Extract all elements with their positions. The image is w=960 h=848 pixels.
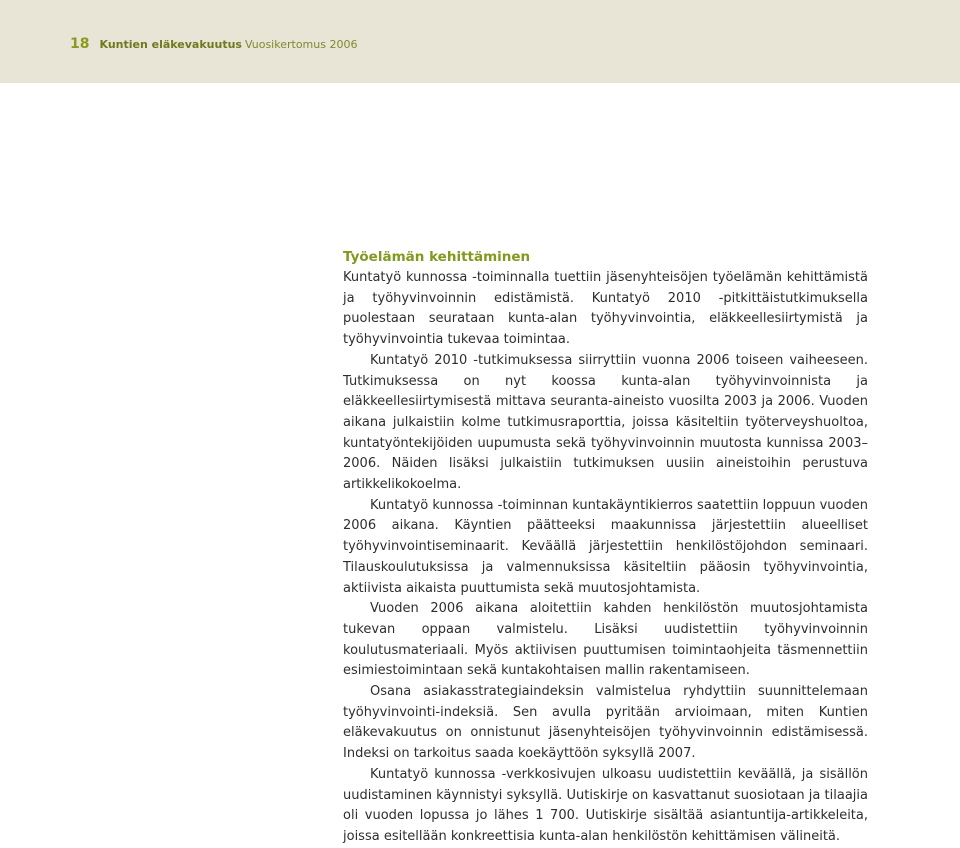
paragraph-3: Kuntatyö kunnossa -toiminnan kuntakäyntikierros saatettiin loppuun vuoden 2006 aikana. Käyntien päätteeksi maakunnissa järjestettiin alueelliset työhyvinvointiseminaarit. Keväällä järjestettiin henkilöstöjohdon seminaari. Tilauskoulutuksissa ja valmennuksissa käsiteltiin pääosin työhyvinvointia, aktiivista aikaista puuttumista sekä muutosjohtamista.: [343, 497, 868, 596]
section-body: [343, 249, 868, 848]
running-header: [70, 33, 357, 52]
page-header: [0, 0, 960, 83]
section-heading: Työelämän kehittäminen: [343, 249, 531, 265]
paragraph-1: Kuntatyö kunnossa -toiminnalla tuettiin jäsenyhteisöjen työelämän kehittämistä ja työhyvinvoinnin edistämistä. Kuntatyö 2010 -pitkittäistutkimuksella puolestaan seurataan kunta-alan työhyvinvointia, eläkkeellesiirtymistä ja työhyvinvointia tukevaa toimintaa.: [343, 270, 868, 348]
page-number: 18: [70, 36, 90, 52]
paragraph-6: Kuntatyö kunnossa -verkkosivujen ulkoasu uudistettiin keväällä, ja sisällön uudistaminen käynnistyi syksyllä. Uutiskirje on kasvattanut suosiotaan ja tilaajia oli vuoden lopussa jo lähes 1 700. Uutiskirje sisältää asiantuntija-artikkeleita, joissa esitellään konkreettisia kunta-alan henkilöstön kehittämisen välineitä.: [343, 766, 868, 844]
paragraph-5: Osana asiakasstrategiaindeksin valmistelua ryhdyttiin suunnittelemaan työhyvinvointi-indeksiä. Sen avulla pyritään arvioimaan, miten Kuntien eläkevakuutus on onnistunut jäsenyhteisöjen työhyvinvoinnin edistämisessä. Indeksi on tarkoitus saada koekäyttöön syksyllä 2007.: [343, 684, 868, 762]
report-name: Kuntien eläkevakuutus: [99, 38, 242, 51]
report-subtitle: Vuosikertomus 2006: [244, 38, 358, 51]
paragraph-2: Kuntatyö 2010 -tutkimuksessa siirryttiin vuonna 2006 toiseen vaiheeseen. Tutkimuksessa on nyt koossa kunta-alan työhyvinvoinnista ja eläkkeellesiirtymisestä mittava seuranta-aineisto vuosilta 2003 ja 2006. Vuoden aikana julkaistiin kolme tutkimusraporttia, joissa käsiteltiin työterveyshuoltoa, kuntatyöntekijöiden uupumusta sekä työhyvinvoinnin muutosta kunnissa 2003–2006. Näiden lisäksi julkaistiin tutkimuksen uusiin aineistoihin perustuva artikkelikokoelma.: [343, 352, 868, 493]
paragraph-4: Vuoden 2006 aikana aloitettiin kahden henkilöstön muutosjohtamista tukevan oppaan valmistelu. Lisäksi uudistettiin työhyvinvoinnin koulutusmateriaali. Myös aktiivisen puuttumisen toimintaohjeita täsmennettiin esimiestoimintaan sekä kuntakohtaisen mallin rakentamiseen.: [343, 601, 868, 679]
